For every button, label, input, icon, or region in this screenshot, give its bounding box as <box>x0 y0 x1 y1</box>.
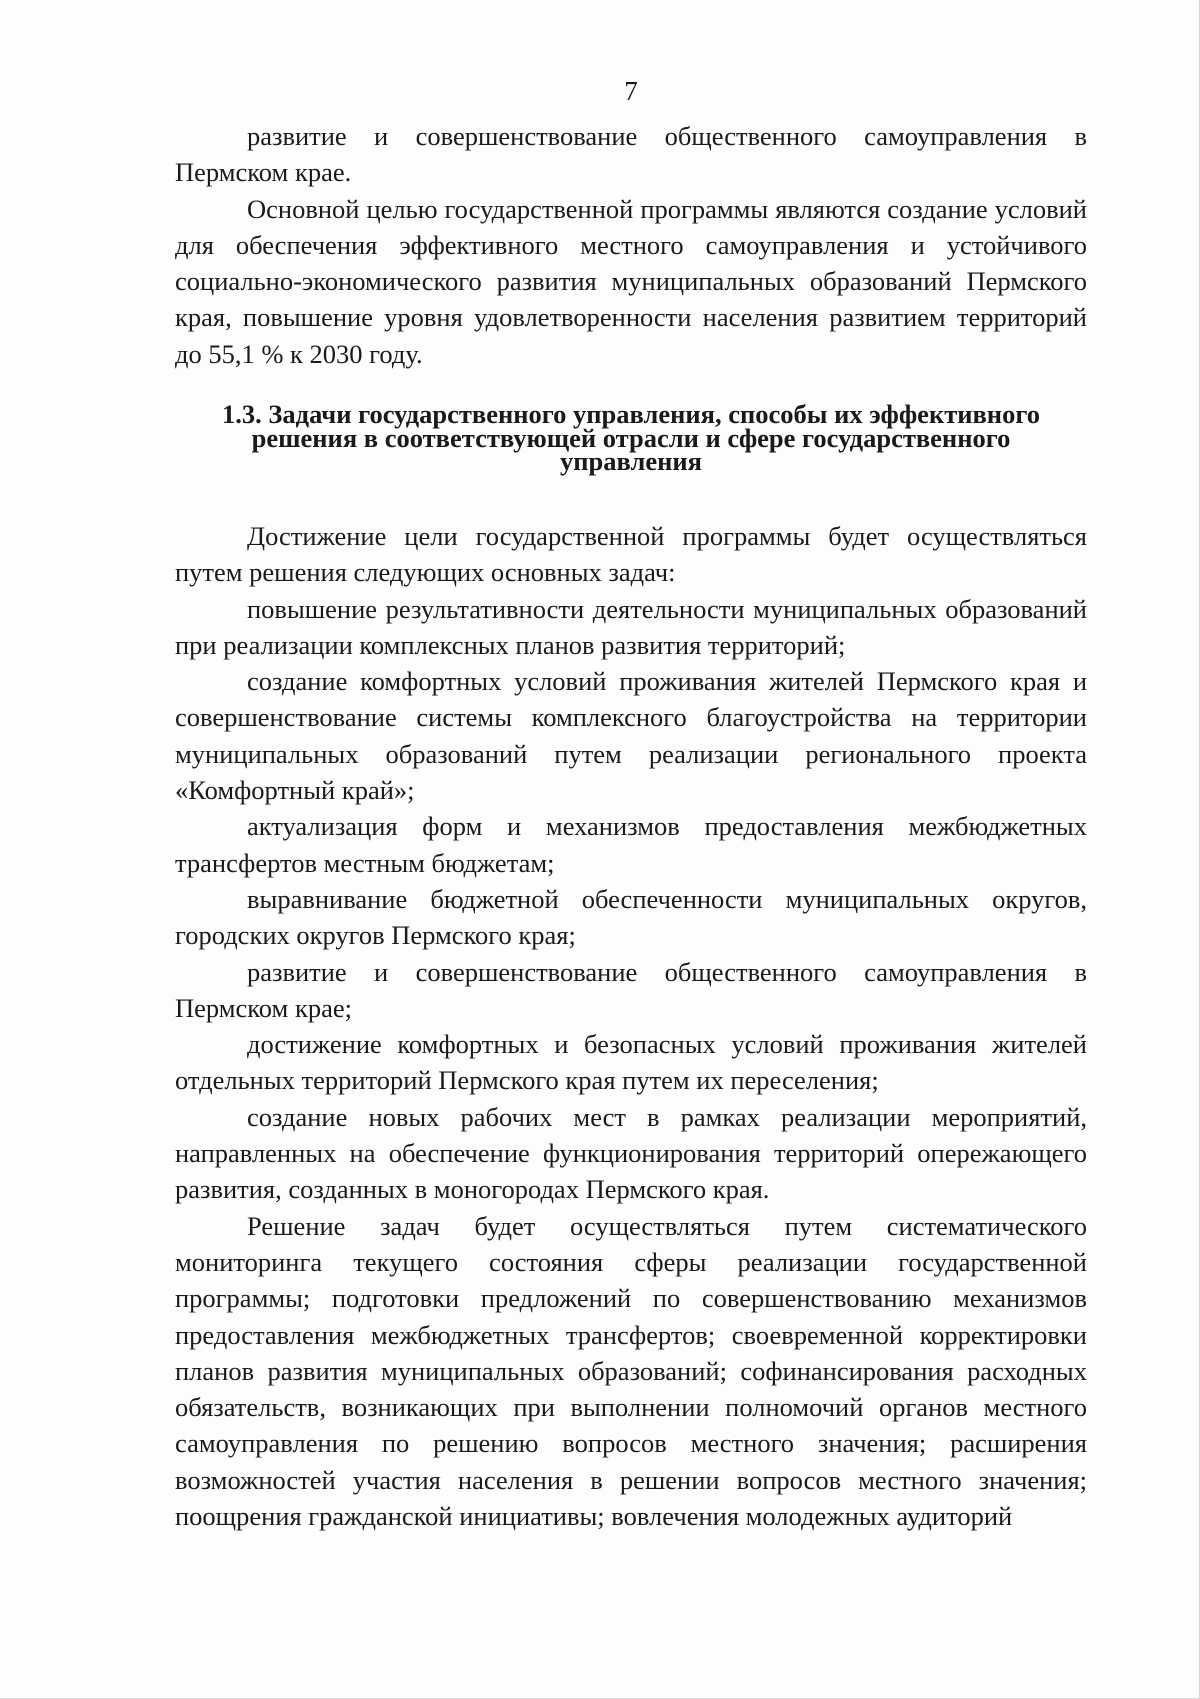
task-item: развитие и совершенствование общественного самоуправления в Пермском крае; <box>175 956 1087 1023</box>
section-heading-line: решения в соответствующей отрасли и сфере государственного <box>251 422 1011 453</box>
task-item: создание новых рабочих мест в рамках реализации мероприятий, направленных на обеспечение функционирования территорий опережающего развития, созданных в моногородах Пермского края. <box>175 1101 1087 1205</box>
task-item: создание комфортных условий проживания жителей Пермского края и совершенствование системы комплексного благоустройства на территории муниципальных образований путем реализации регионального проекта «Комфортный край»; <box>175 666 1087 806</box>
intro-text <box>175 118 1087 372</box>
task-item: достижение комфортных и безопасных условий проживания жителей отдельных территорий Пермского края путем их переселения; <box>175 1029 1087 1096</box>
intro-paragraph: развитие и совершенствование общественного самоуправления в Пермском крае. <box>175 121 1087 188</box>
page-number: 7 <box>624 76 638 106</box>
section-heading <box>175 399 1087 476</box>
body-paragraph-solution: Решение задач будет осуществляться путем систематического мониторинга текущего состояния сферы реализации государственной программы; подготовки предложений по совершенствованию механизмов предоставления межбюджетных трансфертов; своевременной корректировки планов развития муниципальных образований; софинансирования расходных обязательств, возникающих при выполнении полномочий органов местного самоуправления по решению вопросов местного значения; расширения возможностей участия населения в решении вопросов местного значения; поощрения гражданской инициативы; вовлечения молодежных аудиторий <box>175 1210 1087 1532</box>
task-item: повышение результативности деятельности муниципальных образований при реализации комплексных планов развития территорий; <box>175 593 1087 660</box>
task-item: актуализация форм и механизмов предоставления межбюджетных трансфертов местным бюджетам; <box>175 811 1087 878</box>
section-body <box>175 518 1087 1534</box>
body-paragraph-objective: Достижение цели государственной программы будет осуществляться путем решения следующих основных задач: <box>175 521 1087 588</box>
section-heading-line: управления <box>560 446 702 476</box>
goal-paragraph: Основной целью государственной программы являются создание условий для обеспечения эффективного местного самоуправления и устойчивого социально-экономического развития муниципальных образований Пермского края, повышение уровня удовлетворенности населения развитием территорий до 55,1 % к 2030 году. <box>175 193 1087 369</box>
task-item: выравнивание бюджетной обеспеченности муниципальных округов, городских округов Пермского края; <box>175 883 1087 951</box>
section-heading-line: 1.3. Задачи государственного управления, способы их эффективного <box>222 399 1040 429</box>
